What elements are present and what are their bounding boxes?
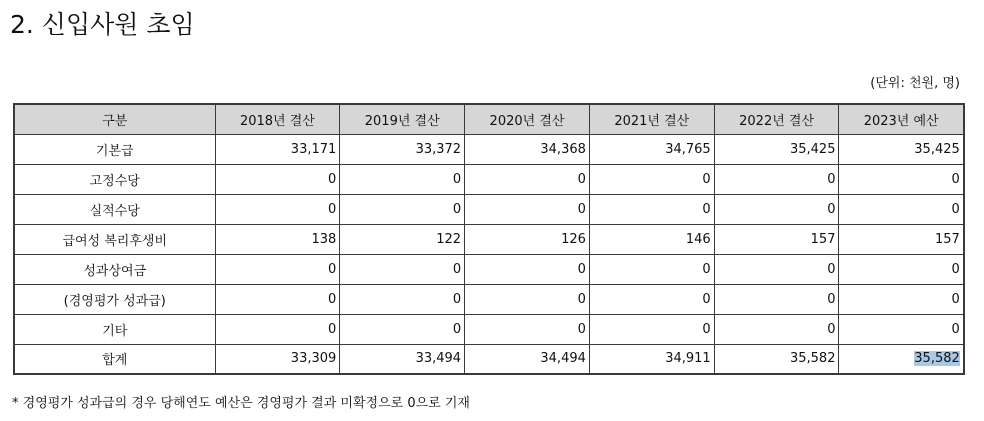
- table-cell: 122: [340, 224, 465, 254]
- table-row: [14, 284, 964, 314]
- table-cell: 33,372: [340, 134, 465, 164]
- table-cell: 0: [589, 314, 714, 344]
- row-label: (경영평가 성과급): [14, 284, 215, 314]
- table-cell: 0: [589, 254, 714, 284]
- table-cell: 34,911: [589, 344, 714, 374]
- unit-label: (단위: 천원, 명): [870, 76, 960, 91]
- row-label: 합계: [14, 344, 215, 374]
- table-cell: 35,425: [839, 134, 964, 164]
- table-cell: 126: [465, 224, 590, 254]
- table-cell: 0: [215, 164, 340, 194]
- page-title: 2. 신입사원 초임: [10, 10, 195, 39]
- table-cell: 35,425: [714, 134, 839, 164]
- table-cell: 0: [714, 194, 839, 224]
- table-cell: 0: [340, 284, 465, 314]
- header-2023: 2023년 예산: [839, 104, 964, 134]
- header-2021: 2021년 결산: [589, 104, 714, 134]
- table-cell: 0: [839, 164, 964, 194]
- row-label: 고정수당: [14, 164, 215, 194]
- table-cell: 0: [589, 284, 714, 314]
- table-cell: 0: [714, 314, 839, 344]
- footnote: * 경영평가 성과급의 경우 당해연도 예산은 경영평가 결과 미확정으로 0으로 기재: [12, 396, 470, 411]
- table-cell: 0: [465, 254, 590, 284]
- table-cell: 0: [839, 194, 964, 224]
- table-cell: 157: [714, 224, 839, 254]
- table-cell: 0: [465, 194, 590, 224]
- row-label: 실적수당: [14, 194, 215, 224]
- table-cell: 0: [215, 194, 340, 224]
- table-cell: 34,494: [465, 344, 590, 374]
- table-cell: 0: [714, 284, 839, 314]
- table-cell: 34,765: [589, 134, 714, 164]
- table-cell: 0: [340, 314, 465, 344]
- text-selection-highlight[interactable]: 35,582: [914, 351, 960, 367]
- table-cell: 0: [714, 254, 839, 284]
- table-row: [14, 194, 964, 224]
- row-label: 급여성 복리후생비: [14, 224, 215, 254]
- header-category: 구분: [14, 104, 215, 134]
- table-row: [14, 224, 964, 254]
- table-cell: 33,494: [340, 344, 465, 374]
- table-cell: 0: [340, 164, 465, 194]
- table-cell: 0: [465, 164, 590, 194]
- table-row: [14, 164, 964, 194]
- table-cell: 0: [839, 254, 964, 284]
- header-2019: 2019년 결산: [340, 104, 465, 134]
- table-row: [14, 254, 964, 284]
- row-label: 기본급: [14, 134, 215, 164]
- row-label: 기타: [14, 314, 215, 344]
- total-row: [14, 344, 964, 374]
- table-cell: 138: [215, 224, 340, 254]
- table-cell: 0: [215, 314, 340, 344]
- table-cell: 35,582: [714, 344, 839, 374]
- table-cell: 0: [465, 314, 590, 344]
- table-cell: 0: [839, 284, 964, 314]
- table-cell: 146: [589, 224, 714, 254]
- table-cell: 0: [215, 254, 340, 284]
- table-cell: 0: [714, 164, 839, 194]
- table-cell: 34,368: [465, 134, 590, 164]
- table-cell: 33,309: [215, 344, 340, 374]
- header-2022: 2022년 결산: [714, 104, 839, 134]
- table-cell: 0: [215, 284, 340, 314]
- header-2018: 2018년 결산: [215, 104, 340, 134]
- table-cell: 0: [589, 164, 714, 194]
- table-cell-selected[interactable]: [839, 344, 964, 374]
- table-header-row: [14, 104, 964, 134]
- table-row: [14, 134, 964, 164]
- table-row: [14, 314, 964, 344]
- table-cell: 33,171: [215, 134, 340, 164]
- table-cell: 157: [839, 224, 964, 254]
- table-cell: 0: [839, 314, 964, 344]
- row-label: 성과상여금: [14, 254, 215, 284]
- table-cell: 0: [340, 254, 465, 284]
- header-2020: 2020년 결산: [465, 104, 590, 134]
- table-cell: 0: [589, 194, 714, 224]
- table-cell: 0: [465, 284, 590, 314]
- salary-table: [13, 103, 965, 375]
- table-cell: 0: [340, 194, 465, 224]
